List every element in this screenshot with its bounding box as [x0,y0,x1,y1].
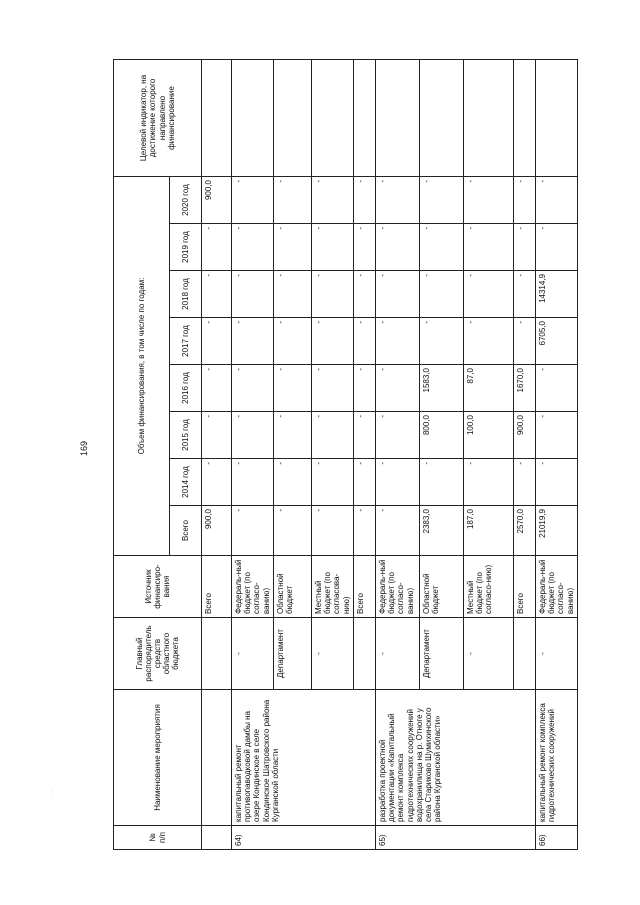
cell-total: 2570,0 [514,506,536,556]
cell-y2020: - [536,177,578,224]
cell-total: - [312,506,354,556]
cell-y2016: 1583,0 [420,365,464,412]
cell-target [514,60,536,177]
header-funding: Объем финансирования, в том числе по годам: [114,177,170,556]
cell-manager: - [536,618,578,690]
cell-y2018: - [202,271,232,318]
cell-source: Федераль-ный бюджет (по согласо-ванию) [232,556,274,618]
cell-y2014: - [420,459,464,506]
cell-manager: - [464,618,514,690]
cell-manager: - [312,618,354,690]
cell-target [420,60,464,177]
cell-y2019: - [312,224,354,271]
cell-y2019: - [274,224,312,271]
cell-y2017: - [274,318,312,365]
header-2016: 2016 год [170,365,202,412]
cell-y2016: 87,0 [464,365,514,412]
scan-smudge: · · · [49,790,56,800]
cell-y2015: 800,0 [420,412,464,459]
cell-y2014: - [312,459,354,506]
cell-y2016: - [232,365,274,412]
cell-y2019: - [514,224,536,271]
cell-total: 187,0 [464,506,514,556]
cell-y2015: - [354,412,376,459]
cell-y2018: - [464,271,514,318]
cell-y2018: - [274,271,312,318]
header-total: Всего [170,506,202,556]
cell-total: - [354,506,376,556]
cell-target [312,60,354,177]
header-2020: 2020 год [170,177,202,224]
measure-name [202,690,232,826]
cell-y2014: - [536,459,578,506]
cell-y2020: - [514,177,536,224]
table-row [202,60,232,850]
cell-y2019: - [354,224,376,271]
cell-y2019: - [420,224,464,271]
cell-total: 21019,9 [536,506,578,556]
header-source: Источник финансиро-вания [114,556,202,618]
cell-y2016: - [312,365,354,412]
cell-source: Всего [514,556,536,618]
cell-y2018: - [312,271,354,318]
cell-y2019: - [376,224,420,271]
header-2015: 2015 год [170,412,202,459]
cell-y2014: - [354,459,376,506]
cell-manager [202,618,232,690]
rotated-table-wrapper [113,60,596,850]
cell-y2020: - [312,177,354,224]
cell-y2015: - [376,412,420,459]
cell-y2018: 14314,9 [536,271,578,318]
header-2019: 2019 год [170,224,202,271]
cell-manager [354,618,376,690]
cell-y2017: - [514,318,536,365]
cell-y2017: - [354,318,376,365]
cell-y2016: - [354,365,376,412]
cell-y2017: - [464,318,514,365]
row-number [202,826,232,850]
cell-source: Всего [354,556,376,618]
page-number: 169 [79,440,89,456]
cell-y2017: - [376,318,420,365]
cell-y2020: - [376,177,420,224]
table-row [232,60,274,850]
cell-manager [514,618,536,690]
cell-source: Местный бюджет (по согласова-нию) [312,556,354,618]
cell-manager: - [376,618,420,690]
header-2017: 2017 год [170,318,202,365]
cell-target [536,60,578,177]
cell-y2018: - [376,271,420,318]
cell-y2016: - [202,365,232,412]
cell-y2014: - [232,459,274,506]
row-number: 66) [536,826,578,850]
cell-y2016: - [536,365,578,412]
row-number: 65) [376,826,536,850]
cell-target [274,60,312,177]
cell-y2016: - [376,365,420,412]
cell-source: Всего [202,556,232,618]
cell-y2017: - [202,318,232,365]
funding-table [113,59,578,850]
cell-y2015: 900,0 [514,412,536,459]
cell-y2016: - [274,365,312,412]
table-row [376,60,420,850]
cell-manager: Департамент [274,618,312,690]
cell-source: Областной бюджет [274,556,312,618]
header-2014: 2014 год [170,459,202,506]
cell-target [376,60,420,177]
header-no: № п/п [114,826,202,850]
cell-y2017: 6705,0 [536,318,578,365]
cell-target [232,60,274,177]
cell-total: - [376,506,420,556]
cell-source: Федераль-ный бюджет (по согласо-ванию) [536,556,578,618]
row-number: 64) [232,826,376,850]
cell-target [202,60,232,177]
cell-target [464,60,514,177]
cell-y2019: - [202,224,232,271]
cell-y2015: - [232,412,274,459]
cell-y2015: - [202,412,232,459]
cell-total: - [274,506,312,556]
cell-y2014: - [464,459,514,506]
cell-y2020: - [354,177,376,224]
cell-source: Федераль-ный бюджет (по согласо-ванию) [376,556,420,618]
cell-y2017: - [420,318,464,365]
cell-y2019: - [536,224,578,271]
cell-total: 2383,0 [420,506,464,556]
cell-source: Местный бюджет (по согласо-нию) [464,556,514,618]
cell-y2020: - [420,177,464,224]
header-2018: 2018 год [170,271,202,318]
cell-y2017: - [232,318,274,365]
cell-y2020: - [464,177,514,224]
measure-name: капитальный ремонт противопаводковой дамбы на озере Кондинское в селе Кондинское Шатровского района Курганской области [232,690,376,826]
header-name: Наименование мероприятия [114,690,202,826]
cell-y2020: - [232,177,274,224]
header-row-main [114,60,170,850]
cell-y2020: 900,0 [202,177,232,224]
cell-y2015: - [536,412,578,459]
cell-y2018: - [420,271,464,318]
cell-total: 900,0 [202,506,232,556]
header-target: Целевой индикатор, на достижение которого направлено финансирование [114,60,202,177]
cell-y2018: - [514,271,536,318]
cell-manager: - [232,618,274,690]
cell-source: Областной бюджет [420,556,464,618]
cell-target [354,60,376,177]
cell-y2019: - [464,224,514,271]
measure-name: капитальный ремонт комплекса гидротехнических сооружений [536,690,578,826]
cell-y2014: - [202,459,232,506]
table-row [536,60,578,850]
cell-y2014: - [376,459,420,506]
cell-y2015: - [312,412,354,459]
cell-total: - [232,506,274,556]
cell-y2014: - [274,459,312,506]
cell-y2015: 100,0 [464,412,514,459]
cell-y2016: 1670,0 [514,365,536,412]
measure-name: разработка проектной документации «Капитальный ремонт комплекса гидротехнических сооружений водохранилища на р. Отноге у села Стариково Шумихинского района Курганской области» [376,690,536,826]
cell-manager: Департамент [420,618,464,690]
cell-y2014: - [514,459,536,506]
cell-y2019: - [232,224,274,271]
header-manager: Главный распорядитель средств областного бюджета [114,618,202,690]
cell-y2018: - [354,271,376,318]
cell-y2015: - [274,412,312,459]
cell-y2018: - [232,271,274,318]
funding-table-body [202,60,578,850]
cell-y2020: - [274,177,312,224]
cell-y2017: - [312,318,354,365]
